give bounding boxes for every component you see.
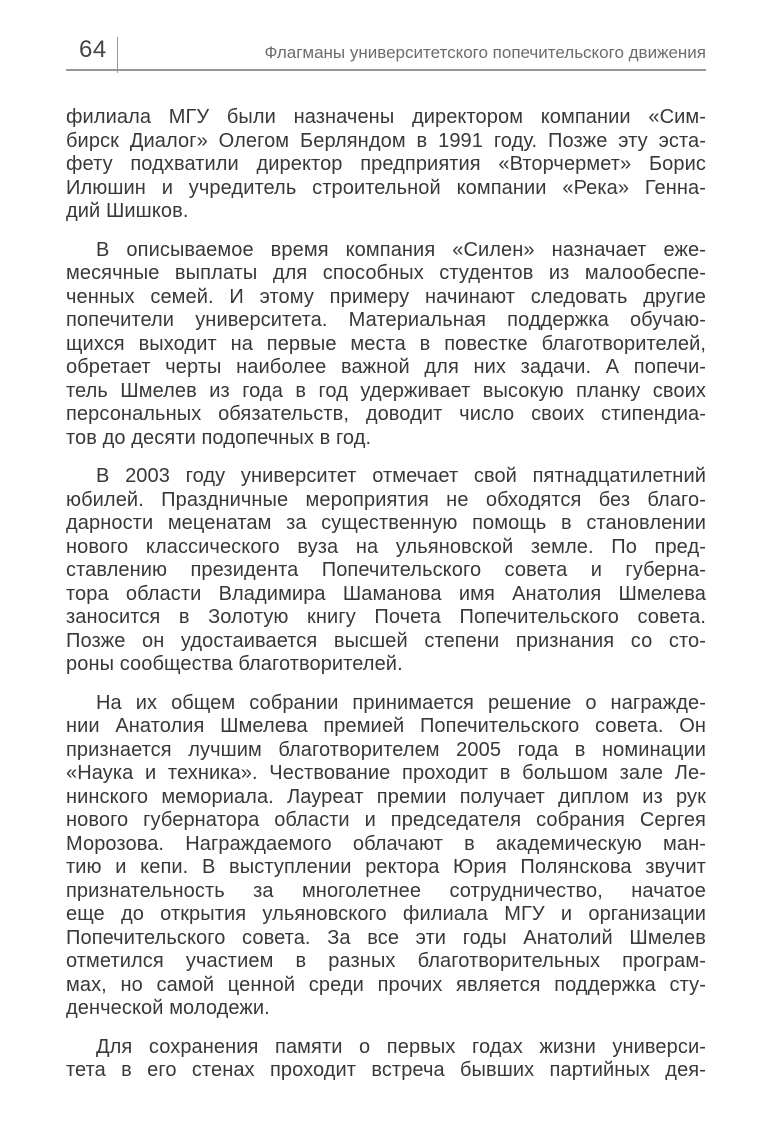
- text-line: заносится в Золотую книгу Почета Попечительского совета.: [66, 606, 706, 628]
- text-line: месячные выплаты для способных студентов из малообеспе-: [66, 262, 706, 284]
- text-line: тов до десяти подопечных в год.: [66, 426, 372, 449]
- text-line: Попечительского совета. За все эти годы Анатолий Шмелев: [66, 926, 706, 949]
- text-line: мах, но самой ценной среди прочих является поддержка сту-: [66, 973, 706, 996]
- text-line: нового классического вуза на ульяновской земле. По пред-: [66, 535, 706, 558]
- paragraph: [66, 692, 706, 1021]
- text-line: филиала МГУ были назначены директором компании «Сим-: [66, 106, 706, 128]
- text-line: В 2003 году университет отмечает свой пятнадцатилетний: [96, 465, 706, 487]
- text-line: тель Шмелев из года в год удерживает высокую планку своих: [66, 379, 706, 402]
- text-line: попечители университета. Материальная поддержка обучаю-: [66, 309, 706, 331]
- text-line: Позже он удостаивается высшей степени признания со сто-: [66, 629, 706, 652]
- text-line: признается лучшим благотворителем 2005 года в номинации: [66, 738, 706, 761]
- text-line: фету подхватили директор предприятия «Вторчермет» Борис: [66, 153, 706, 175]
- paragraph: [66, 239, 706, 451]
- text-line: юбилей. Праздничные мероприятия не обходятся без благо-: [66, 488, 706, 511]
- text-line: признательность за многолетнее сотрудничество, начатое: [66, 879, 706, 902]
- text-line: дий Шишков.: [66, 200, 189, 222]
- text-line: тета в его стенах проходит встреча бывших партийных дея-: [66, 1059, 706, 1081]
- text-line: персональных обязательств, доводит число своих стипендиа-: [66, 403, 706, 425]
- page-body: [66, 106, 706, 1083]
- text-line: щихся выходит на первые места в повестке благотворителей,: [66, 332, 706, 355]
- text-line: тора области Владимира Шаманова имя Анатолия Шмелева: [66, 582, 706, 605]
- text-line: На их общем собрании принимается решение о награжде-: [96, 691, 706, 714]
- text-line: Илюшин и учредитель строительной компании «Река» Генна-: [66, 176, 706, 199]
- header-divider-vertical: [117, 37, 118, 73]
- text-line: бирск Диалог» Олегом Берляндом в 1991 году. Позже эту эста-: [66, 129, 706, 152]
- text-line: тию и кепи. В выступлении ректора Юрия Полянскова звучит: [66, 856, 706, 878]
- text-line: роны сообщества благотворителей.: [66, 653, 403, 675]
- text-line: ставлению президента Попечительского совета и губерна-: [66, 559, 706, 581]
- text-line: отметился участием в разных благотворительных програм-: [66, 950, 706, 972]
- paragraph: [66, 1036, 706, 1083]
- text-line: В описываемое время компания «Силен» назначает еже-: [96, 238, 706, 261]
- text-line: Для сохранения памяти о первых годах жизни универси-: [96, 1035, 706, 1058]
- text-line: нии Анатолия Шмелева премией Попечительского совета. Он: [66, 715, 706, 737]
- text-line: ченных семей. И этому примеру начинают следовать другие: [66, 285, 706, 308]
- page-number: 64: [79, 36, 107, 63]
- header-rule: [66, 69, 706, 71]
- text-line: обретает черты наиболее важной для них задачи. А попечи-: [66, 356, 706, 378]
- text-line: еще до открытия ульяновского филиала МГУ и организации: [66, 903, 706, 925]
- text-line: Морозова. Награждаемого облачают в академическую ман-: [66, 832, 706, 855]
- paragraph: [66, 465, 706, 677]
- text-line: нового губернатора области и председателя собрания Сергея: [66, 809, 706, 831]
- text-line: нинского мемориала. Лауреат премии получает диплом из рук: [66, 785, 706, 808]
- text-line: «Наука и техника». Чествование проходит в большом зале Ле-: [66, 762, 706, 784]
- text-line: дарности меценатам за существенную помощь в становлении: [66, 512, 706, 534]
- running-title: Флагманы университетского попечительского движения: [264, 43, 706, 62]
- paragraphs-container: [66, 106, 706, 1083]
- paragraph: [66, 106, 706, 224]
- text-line: денческой молодежи.: [66, 997, 270, 1019]
